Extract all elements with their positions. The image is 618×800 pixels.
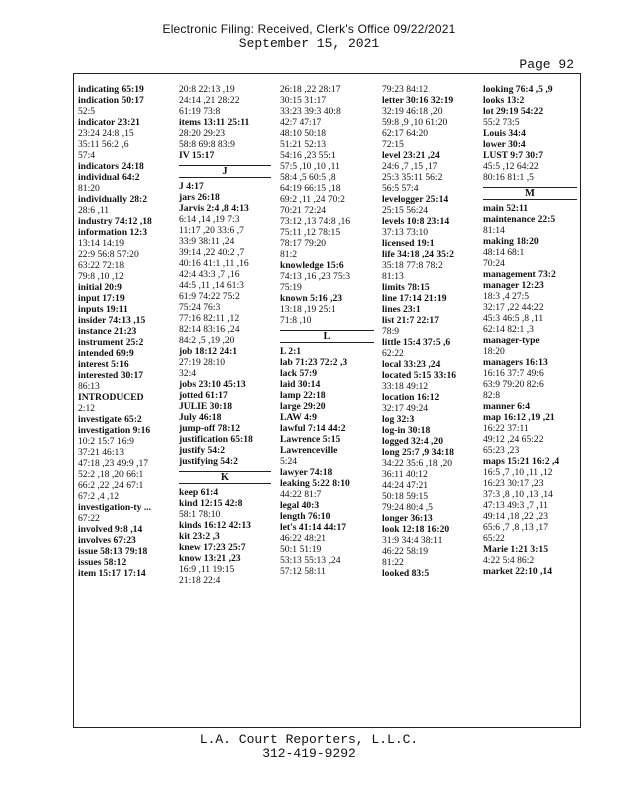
index-entry: location 16:12 (382, 392, 440, 403)
index-entry-continuation: 30:15 31:17 (280, 95, 327, 106)
index-entry: kit 23:2 ,3 (179, 531, 220, 542)
index-entry: map 16:12 ,19 ,21 (483, 412, 555, 423)
index-entry: located 5:15 33:16 (382, 370, 457, 381)
index-entry-continuation: 81:22 (382, 557, 404, 568)
index-entry-continuation: 24:6 ,7 ,15 ,17 (382, 161, 438, 172)
index-entry: lab 71:23 72:2 ,3 (280, 357, 348, 368)
index-entry-continuation: 16:23 30:17 ,23 (483, 478, 544, 489)
index-entry: lawful 7:14 44:2 (280, 423, 346, 434)
index-entry-continuation: 66:2 ,22 ,24 67:1 (78, 480, 144, 491)
index-entry-continuation: 24:14 ,21 28:22 (179, 95, 240, 106)
index-column-3 (280, 84, 374, 577)
index-entry: L 2:1 (280, 346, 302, 357)
index-entry: life 34:18 ,24 35:2 (382, 249, 454, 260)
index-entry-continuation: 13:18 ,19 25:1 (280, 304, 336, 315)
index-entry-continuation: 58:4 ,5 60:5 ,8 (280, 172, 336, 183)
index-entry: main 52:11 (483, 203, 529, 214)
index-entry: insider 74:13 ,15 (78, 315, 146, 326)
index-entry: indication 50:17 (78, 95, 144, 106)
index-entry-continuation: 54:16 ,23 55:1 (280, 150, 336, 161)
index-entry-continuation: 75:24 76:3 (179, 302, 221, 313)
index-entry: limits 78:15 (382, 282, 430, 293)
index-entry-continuation: 13:14 14:19 (78, 238, 125, 249)
index-entry: kind 12:15 42:8 (179, 498, 243, 509)
word-index-box (73, 73, 581, 728)
index-entry: items 13:11 25:11 (179, 117, 250, 128)
index-entry-continuation: 82:8 (483, 390, 501, 401)
index-entry: knowledge 15:6 (280, 260, 344, 271)
index-entry-continuation: 4:22 5:4 86:2 (483, 555, 535, 566)
index-entry-continuation: 47:13 49:3 ,7 ,11 (483, 500, 548, 511)
index-entry-continuation: 26:18 ,22 28:17 (280, 84, 341, 95)
index-entry: input 17:19 (78, 293, 125, 304)
index-entry: market 22:10 ,14 (483, 566, 553, 577)
index-entry-continuation: 50:18 59:15 (382, 491, 429, 502)
letter-section-heading: J (179, 165, 271, 178)
index-entry-continuation: 57:12 58:11 (280, 566, 326, 577)
index-entry: lamp 22:18 (280, 390, 326, 401)
index-entry: LAW 4:9 (280, 412, 317, 423)
index-entry: IV 15:17 (179, 150, 215, 161)
index-entry: instance 21:23 (78, 326, 137, 337)
index-entry-continuation: 79:24 80:4 ,5 (382, 502, 433, 513)
index-column-2 (179, 84, 271, 586)
index-entry: instrument 25:2 (78, 337, 144, 348)
index-entry: July 46:18 (179, 412, 222, 423)
index-entry: information 12:3 (78, 227, 148, 238)
index-entry-continuation: 18:3 ,4 27:5 (483, 291, 530, 302)
letter-section-heading: K (179, 471, 271, 484)
index-entry-continuation: 69:2 ,11 ,24 70:2 (280, 194, 345, 205)
index-entry-continuation: 44:22 81:7 (280, 489, 322, 500)
index-entry: list 21:7 22:17 (382, 315, 440, 326)
index-entry-continuation: 62:14 82:1 ,3 (483, 324, 534, 335)
index-entry-continuation: 79:8 ,10 ,12 (78, 271, 124, 282)
index-entry-continuation: 32:17 49:24 (382, 403, 429, 414)
index-entry-continuation: 61:19 73:8 (179, 106, 221, 117)
index-entry: jars 26:18 (179, 192, 220, 203)
index-entry: justification 65:18 (179, 434, 253, 445)
index-entry-continuation: 57:5 ,10 ,10 ,11 (280, 161, 340, 172)
index-entry: initial 20:9 (78, 282, 122, 293)
index-entry: management 73:2 (483, 269, 556, 280)
index-entry: know 13:21 ,23 (179, 553, 241, 564)
index-entry: log-in 30:18 (382, 425, 431, 436)
index-entry: Lawrenceville (280, 445, 338, 456)
index-entry: levels 10:8 23:14 (382, 216, 450, 227)
index-entry: laid 30:14 (280, 379, 321, 390)
index-entry: maintenance 22:5 (483, 214, 556, 225)
index-entry-continuation: 22:9 56:8 57:20 (78, 249, 139, 260)
letter-section-heading: L (280, 330, 374, 343)
index-entry-continuation: 34:22 35:6 ,18 ,20 (382, 458, 453, 469)
index-entry: JULIE 30:18 (179, 401, 233, 412)
index-entry-continuation: 67:2 ,4 ,12 (78, 491, 120, 502)
index-entry: lack 57:9 (280, 368, 318, 379)
index-entry: kinds 16:12 42:13 (179, 520, 251, 531)
index-entry-continuation: 11:17 ,20 33:6 ,7 (179, 225, 244, 236)
index-entry-continuation: 64:19 66:15 ,18 (280, 183, 341, 194)
index-entry: investigation-ty ... (78, 502, 152, 513)
index-entry: item 15:17 17:14 (78, 568, 146, 579)
index-entry-continuation: 6:14 ,14 ,19 7:3 (179, 214, 240, 225)
index-entry: large 29:20 (280, 401, 326, 412)
index-entry-continuation: 48:10 50:18 (280, 128, 327, 139)
index-entry: lower 30:4 (483, 139, 526, 150)
index-entry: lot 29:19 54:22 (483, 106, 544, 117)
index-entry-continuation: 42:7 47:17 (280, 117, 322, 128)
index-entry: knew 17:23 25:7 (179, 542, 246, 553)
index-entry-continuation: 33:18 49:12 (382, 381, 429, 392)
index-entry-continuation: 65:6 ,7 ,8 ,13 ,17 (483, 522, 549, 533)
index-entry: Marie 1:21 3:15 (483, 544, 549, 555)
index-entry: involved 9:8 ,14 (78, 524, 143, 535)
index-entry: Louis 34:4 (483, 128, 526, 139)
index-entry-continuation: 36:11 40:12 (382, 469, 428, 480)
index-entry-continuation: 81:20 (78, 183, 100, 194)
index-entry: legal 40:3 (280, 500, 320, 511)
index-entry-continuation: 51:21 52:13 (280, 139, 327, 150)
index-entry: long 25:7 ,9 34:18 (382, 447, 454, 458)
index-entry-continuation: 84:2 ,5 ,19 ,20 (179, 335, 235, 346)
index-entry: line 17:14 21:19 (382, 293, 447, 304)
index-entry-continuation: 23:24 24:8 ,15 (78, 128, 134, 139)
index-entry-continuation: 71:8 ,10 (280, 315, 312, 326)
index-entry: Lawrence 5:15 (280, 434, 341, 445)
index-entry-continuation: 45:5 ,12 64:22 (483, 161, 539, 172)
index-entry-continuation: 81:13 (382, 271, 404, 282)
letter-section-heading: M (483, 187, 577, 200)
index-entry-continuation: 86:13 (78, 381, 100, 392)
index-entry: justify 54:2 (179, 445, 226, 456)
index-entry-continuation: 50:1 51:19 (280, 544, 322, 555)
index-entry-continuation: 25:3 35:11 56:2 (382, 172, 443, 183)
index-entry-continuation: 62:22 (382, 348, 404, 359)
index-entry-continuation: 57:4 (78, 150, 96, 161)
index-entry-continuation: 73:12 ,13 74:8 ,16 (280, 216, 351, 227)
index-entry-continuation: 40:16 41:1 ,11 ,16 (179, 258, 249, 269)
index-entry-continuation: 63:9 79:20 82:6 (483, 379, 544, 390)
index-entry-continuation: 48:14 68:1 (483, 247, 525, 258)
index-entry: level 23:21 ,24 (382, 150, 440, 161)
index-entry-continuation: 16:22 37:11 (483, 423, 529, 434)
index-entry: investigate 65:2 (78, 414, 142, 425)
index-entry-continuation: 45:3 46:5 ,8 ,11 (483, 313, 544, 324)
index-entry-continuation: 77:16 82:11 ,12 (179, 313, 240, 324)
index-entry: looks 13:2 (483, 95, 525, 106)
index-entry: length 76:10 (280, 511, 331, 522)
index-entry-continuation: 70:24 (483, 258, 505, 269)
index-entry-continuation: 28:6 ,11 (78, 205, 110, 216)
filing-stamp: Electronic Filing: Received, Clerk's Office 09/22/2021 (162, 22, 456, 36)
index-entry-continuation: 46:22 58:19 (382, 546, 429, 557)
index-entry-continuation: 46:22 48:21 (280, 533, 327, 544)
index-entry-continuation: 53:13 55:13 ,24 (280, 555, 341, 566)
index-entry-continuation: 42:4 43:3 ,7 ,16 (179, 269, 240, 280)
index-entry-continuation: 58:1 78:10 (179, 509, 221, 520)
index-entry: looking 76:4 ,5 ,9 (483, 84, 553, 95)
index-entry-continuation: 82:14 83:16 ,24 (179, 324, 240, 335)
index-entry-continuation: 44:24 47:21 (382, 480, 429, 491)
index-entry-continuation: 32:19 46:18 ,20 (382, 106, 443, 117)
index-entry-continuation: 72:15 (382, 139, 404, 150)
index-entry: let's 41:14 44:17 (280, 522, 347, 533)
index-entry: J 4:17 (179, 181, 204, 192)
index-entry: maps 15:21 16:2 ,4 (483, 456, 560, 467)
index-entry-continuation: 78:17 79:20 (280, 238, 327, 249)
index-entry-continuation: 75:11 ,12 78:15 (280, 227, 341, 238)
index-entry-continuation: 33:23 39:3 40:8 (280, 106, 341, 117)
index-entry-continuation: 32:4 (179, 368, 197, 379)
index-entry-continuation: 67:22 (78, 513, 100, 524)
index-entry-continuation: 18:20 (483, 346, 505, 357)
index-entry-continuation: 27:19 28:10 (179, 357, 226, 368)
index-entry: investigation 9:16 (78, 425, 151, 436)
index-entry-continuation: 52:2 ,18 ,20 66:1 (78, 469, 144, 480)
index-entry: justifying 54:2 (179, 456, 238, 467)
index-entry: jump-off 78:12 (179, 423, 241, 434)
index-entry-continuation: 74:13 ,16 ,23 75:3 (280, 271, 351, 282)
page-number: Page 92 (519, 57, 574, 72)
index-entry: individual 64:2 (78, 172, 140, 183)
index-entry-continuation: 65:23 ,23 (483, 445, 520, 456)
index-entry: indicator 23:21 (78, 117, 140, 128)
index-entry: longer 36:13 (382, 513, 433, 524)
index-entry: look 12:18 16:20 (382, 524, 450, 535)
index-entry: INTRODUCED (78, 392, 144, 403)
index-entry: lawyer 74:18 (280, 467, 333, 478)
index-entry-continuation: 58:8 69:8 83:9 (179, 139, 235, 150)
index-entry-continuation: 35:11 56:2 ,6 (78, 139, 129, 150)
index-entry-continuation: 32:17 ,22 44:22 (483, 302, 544, 313)
index-entry: industry 74:12 ,18 (78, 216, 152, 227)
index-entry-continuation: 21:18 22:4 (179, 575, 221, 586)
index-entry: manager 12:23 (483, 280, 544, 291)
index-entry: letter 30:16 32:19 (382, 95, 454, 106)
index-entry: keep 61:4 (179, 487, 219, 498)
index-entry-continuation: 63:22 72:18 (78, 260, 125, 271)
index-column-1 (78, 84, 170, 579)
index-entry: known 5:16 ,23 (280, 293, 343, 304)
transcript-date: September 15, 2021 (238, 36, 380, 51)
index-entry-continuation: 16:5 ,7 ,10 ,11 ,12 (483, 467, 553, 478)
index-entry: local 33:23 ,24 (382, 359, 441, 370)
index-entry: jotted 61:17 (179, 390, 228, 401)
index-entry-continuation: 10:2 15:7 16:9 (78, 436, 134, 447)
index-entry-continuation: 2:12 (78, 403, 96, 414)
index-entry-continuation: 47:18 ,23 49:9 ,17 (78, 458, 149, 469)
index-entry: jobs 23:10 45:13 (179, 379, 246, 390)
court-reporter-name: L.A. Court Reporters, L.L.C. (199, 732, 419, 747)
index-entry: lines 23:1 (382, 304, 421, 315)
index-entry-continuation: 78:9 (382, 326, 400, 337)
index-entry-continuation: 79:23 84:12 (382, 84, 429, 95)
index-entry: little 15:4 37:5 ,6 (382, 337, 451, 348)
index-entry: issue 58:13 79:18 (78, 546, 148, 557)
index-entry-continuation: 20:8 22:13 ,19 (179, 84, 235, 95)
index-entry: LUST 9:7 30:7 (483, 150, 544, 161)
index-entry: involves 67:23 (78, 535, 136, 546)
index-entry-continuation: 52:5 (78, 106, 96, 117)
index-entry: individually 28:2 (78, 194, 148, 205)
index-entry: interested 30:17 (78, 370, 144, 381)
index-entry-continuation: 55:2 73:5 (483, 117, 520, 128)
index-entry-continuation: 70:21 72:24 (280, 205, 327, 216)
index-entry-continuation: 62:17 64:20 (382, 128, 429, 139)
index-entry-continuation: 16:9 ,11 19:15 (179, 564, 235, 575)
index-entry-continuation: 37:3 ,8 ,10 ,13 ,14 (483, 489, 553, 500)
index-entry-continuation: 59:8 ,9 ,10 61:20 (382, 117, 448, 128)
index-entry: job 18:12 24:1 (179, 346, 238, 357)
index-entry-continuation: 37:21 46:13 (78, 447, 125, 458)
index-entry-continuation: 65:22 (483, 533, 505, 544)
index-entry: logged 32:4 ,20 (382, 436, 444, 447)
index-entry-continuation: 31:9 34:4 38:11 (382, 535, 443, 546)
index-entry-continuation: 16:16 37:7 49:6 (483, 368, 544, 379)
index-entry: Jarvis 2:4 ,8 4:13 (179, 203, 249, 214)
index-entry-continuation: 35:18 77:8 78:2 (382, 260, 443, 271)
index-entry: managers 16:13 (483, 357, 548, 368)
index-entry: licensed 19:1 (382, 238, 435, 249)
index-entry-continuation: 25:15 56:24 (382, 205, 429, 216)
index-entry-continuation: 33:9 38:11 ,24 (179, 236, 235, 247)
index-entry: indicating 65:19 (78, 84, 144, 95)
index-entry: levelogger 25:14 (382, 194, 449, 205)
index-entry: issues 58:12 (78, 557, 127, 568)
index-entry-continuation: 5:24 (280, 456, 298, 467)
index-entry-continuation: 44:5 ,11 ,14 61:3 (179, 280, 244, 291)
index-entry: leaking 5:22 8:10 (280, 478, 350, 489)
index-entry: inputs 19:11 (78, 304, 128, 315)
index-column-5 (483, 84, 577, 577)
index-entry: log 32:3 (382, 414, 415, 425)
index-entry: manner 6:4 (483, 401, 530, 412)
court-reporter-phone: 312-419-9292 (262, 746, 356, 761)
index-entry: indicators 24:18 (78, 161, 144, 172)
index-entry-continuation: 81:14 (483, 225, 505, 236)
index-column-4 (382, 84, 476, 579)
index-entry-continuation: 80:16 81:1 ,5 (483, 172, 534, 183)
index-entry-continuation: 81:2 (280, 249, 298, 260)
index-entry: intended 69:9 (78, 348, 134, 359)
index-entry-continuation: 49:14 ,18 ,22 ,23 (483, 511, 549, 522)
index-entry-continuation: 39:14 ,22 40:2 ,7 (179, 247, 245, 258)
index-entry-continuation: 61:9 74:22 75:2 (179, 291, 240, 302)
index-entry-continuation: 56:5 57:4 (382, 183, 419, 194)
index-entry: manager-type (483, 335, 540, 346)
index-entry: looked 83:5 (382, 568, 430, 579)
index-entry-continuation: 28:20 29:23 (179, 128, 226, 139)
index-entry: making 18:20 (483, 236, 539, 247)
index-entry-continuation: 37:13 73:10 (382, 227, 429, 238)
index-entry-continuation: 49:12 ,24 65:22 (483, 434, 544, 445)
index-entry-continuation: 75:19 (280, 282, 302, 293)
index-entry: interest 5:16 (78, 359, 129, 370)
